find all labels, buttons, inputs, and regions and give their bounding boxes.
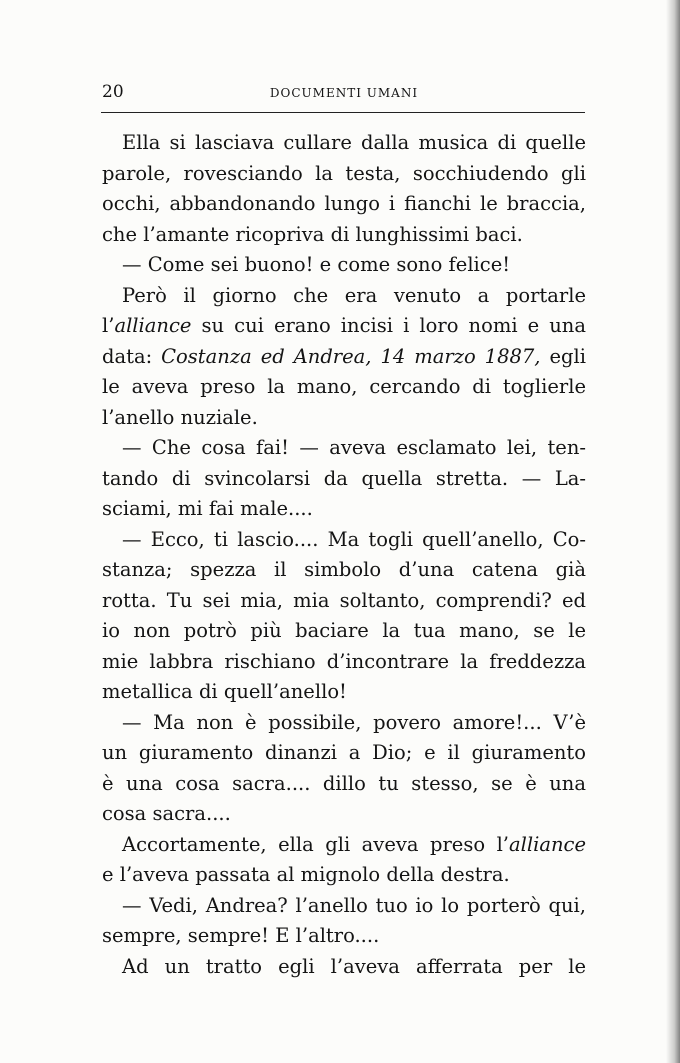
page-number: 20 — [102, 82, 124, 102]
text-line: e l’aveva passata al mignolo della destra. — [102, 863, 510, 886]
text-line: che l’amante ricopriva di lunghissimi baci. — [102, 222, 523, 246]
text-line: sciami, mi fai male.... — [102, 497, 313, 520]
text-line: tando di svincolarsi da quella stretta. — La- — [102, 466, 586, 490]
text-line: — Che cosa fai! — aveva esclamato lei, ten- — [122, 436, 586, 459]
text-line: le aveva preso la mano, cercando di toglierle — [102, 375, 586, 398]
text-line: rotta. Tu sei mia, mia soltanto, comprendi? ed — [102, 588, 586, 612]
text-line: metallica di quell’anello! — [102, 680, 347, 703]
text-line: io non potrò più baciare la tua mano, se le — [102, 619, 586, 642]
text-line: data: Costanza ed Andrea, 14 marzo 1887, egli — [102, 344, 586, 368]
running-title: DOCUMENTI UMANI — [269, 86, 419, 100]
text-line: occhi, abbandonando lungo i fianchi le braccia, — [102, 192, 586, 215]
page-header — [102, 82, 586, 106]
page-edge-shadow — [666, 0, 680, 1063]
text-line: — Vedi, Andrea? l’anello tuo io lo porterò qui, — [122, 893, 586, 917]
body-text — [102, 128, 586, 982]
text-line: — Ecco, ti lascio.... Ma togli quell’anello, Co- — [122, 527, 586, 551]
text-line: è una cosa sacra.... dillo tu stesso, se è una — [102, 771, 586, 795]
text-line: cosa sacra.... — [102, 802, 231, 825]
header-rule — [101, 112, 585, 113]
text-line: — Come sei buono! e come sono felice! — [122, 253, 511, 276]
text-line: l’alliance su cui erano incisi i loro nomi e una — [102, 314, 586, 337]
text-line: parole, rovesciando la testa, socchiudendo gli — [102, 161, 586, 185]
text-line: — Ma non è possibile, povero amore!... V’è — [122, 710, 586, 734]
text-line: Accortamente, ella gli aveva preso l’alliance — [122, 832, 586, 856]
text-line: sempre, sempre! E l’altro.... — [102, 924, 380, 947]
text-line: mie labbra rischiano d’incontrare la freddezza — [102, 649, 586, 673]
text-line: stanza; spezza il simbolo d’una catena già — [102, 558, 586, 581]
text-line: Ad un tratto egli l’aveva afferrata per le — [122, 954, 586, 978]
text-line: Però il giorno che era venuto a portarle — [122, 283, 586, 307]
text-line: un giuramento dinanzi a Dio; e il giuramento — [102, 741, 586, 764]
text-line: Ella si lasciava cullare dalla musica di quelle — [122, 131, 586, 154]
text-line: l’anello nuziale. — [102, 405, 258, 429]
